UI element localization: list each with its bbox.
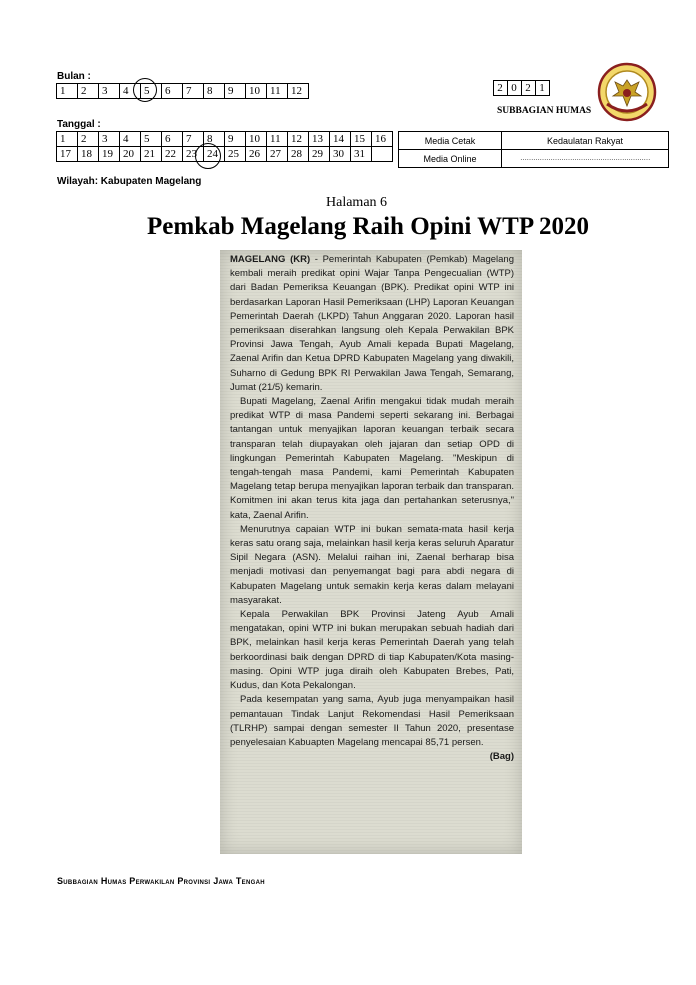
date-cell: 29 (309, 147, 330, 162)
article-paragraph-text: - Pemerintah Kabupaten (Pemkab) Magelang kembali meraih predikat opini Wajar Tanpa Pengecualian (WTP) dari Badan Pemeriksa Keuangan (BPK). Predikat opini WTP ini berdasarkan Laporan Hasil Pemeriksaan (LHP) Laporan Keuangan Pemerintah Daerah (LKPD) Tahun Anggaran 2020. Laporan hasil pemeriksaan diserahkan langsung oleh Kepala Perwakilan BPK Provinsi Jawa Tengah, Ayub Amali kepada Bupati Magelang, Zaenal Arifin dan Ketua DPRD Kabupaten Magelang yang diwakili, Suharno di Gedung BPK RI Perwakilan Jawa Tengah, Semarang, Jumat (21/5) kemarin. (230, 254, 514, 393)
article-clipping (220, 250, 522, 854)
article-paragraph (230, 693, 514, 763)
article-paragraph: Kepala Perwakilan BPK Provinsi Jateng Ayub Amali mengatakan, opini WTP ini bukan merupakan sebuah hadiah dari BPK, melainkan hasil kerja keras Pemerintah Daerah yang telah berkoordinasi baik dengan DPRD di tiap Kabupaten/Kota masing-masing. Opini WTP juga diraih oleh Kabupaten Brebes, Pati, Kudus, dan Kota Pekalongan. (230, 609, 514, 692)
date-cell (372, 147, 393, 162)
month-cell: 1 (57, 84, 78, 99)
media-table (398, 131, 669, 168)
date-cell: 11 (267, 132, 288, 147)
media-value: Kedaulatan Rakyat (502, 132, 669, 150)
date-cell: 30 (330, 147, 351, 162)
month-cell: 9 (225, 84, 246, 99)
year-digit: 2 (494, 81, 508, 96)
date-cell: 1 (57, 132, 78, 147)
month-cell: 10 (246, 84, 267, 99)
date-cell: 25 (225, 147, 246, 162)
month-cell: 6 (162, 84, 183, 99)
month-grid (56, 83, 309, 99)
bulan-label: Bulan : (57, 71, 91, 82)
article-body (220, 250, 522, 763)
date-cell: 2 (78, 132, 99, 147)
month-cell: 4 (120, 84, 141, 99)
month-cell: 12 (288, 84, 309, 99)
date-cell: 20 (120, 147, 141, 162)
date-cell: 3 (99, 132, 120, 147)
date-cell: 13 (309, 132, 330, 147)
article-paragraph-text: Pada kesempatan yang sama, Ayub juga menyampaikan hasil pemantauan Tindak Lanjut Rekomendasi Hasil Pemeriksaan (TLRHP) sampai dengan semester II Tahun 2020, presentase penyelesaian Kabuapten Magelang mencapai 85,71 persen. (230, 694, 514, 748)
date-cell: 9 (225, 132, 246, 147)
garuda-emblem-icon (597, 62, 657, 122)
date-cell: 16 (372, 132, 393, 147)
month-cell: 2 (78, 84, 99, 99)
date-cell: 28 (288, 147, 309, 162)
year-grid (493, 80, 550, 96)
year-digit: 2 (522, 81, 536, 96)
article-paragraph: Menurutnya capaian WTP ini bukan semata-mata hasil kerja keras satu orang saja, melainkan hasil kerja keras seluruh Aparatur Sipil Negara (ASN). Melalui raihan ini, Zaenal berharap bisa menjadi motivasi dan penyemangat bagi para abdi negara di Kabupaten Magelang untuk semakin kerja keras dalam melayani masyarakat. (230, 523, 514, 606)
year-digit: 1 (536, 81, 550, 96)
month-cell: 3 (99, 84, 120, 99)
date-cell: 18 (78, 147, 99, 162)
article-dateline: MAGELANG (KR) (230, 254, 311, 265)
date-cell: 17 (57, 147, 78, 162)
date-cell: 6 (162, 132, 183, 147)
footer-text: Subbagian Humas Perwakilan Provinsi Jawa Tengah (57, 876, 265, 886)
media-label: Media Online (399, 150, 502, 168)
date-cell: 12 (288, 132, 309, 147)
date-cell: 15 (351, 132, 372, 147)
month-cell: 7 (183, 84, 204, 99)
date-grid (56, 131, 393, 162)
date-cell: 5 (141, 132, 162, 147)
date-cell: 21 (141, 147, 162, 162)
year-digit: 0 (508, 81, 522, 96)
date-cell: 24 (204, 147, 225, 162)
date-cell: 8 (204, 132, 225, 147)
date-cell: 19 (99, 147, 120, 162)
media-value: …………………………………………………… (502, 150, 669, 168)
media-label: Media Cetak (399, 132, 502, 150)
article-headline: Pemkab Magelang Raih Opini WTP 2020 (147, 213, 589, 240)
article-paragraph: Bupati Magelang, Zaenal Arifin mengakui tidak mudah meraih predikat WTP di masa Pandemi seperti sekarang ini. Berbagai tantangan untuk menyajikan laporan keuangan terbaik secara transparan telah diupayakan oleh jajaran dan setiap OPD di lingkungan Pemerintah Kabupaten Magelang. "Meskipun di tengah-tengah masa Pandemi, kami Pemerintah Kabupaten Magelang tetap berupa menyajikan laporan terbaik dan transparan. Komitmen ini akan terus kita jaga dan pertahankan seterusnya," kata, Zaenal Arifin. (230, 396, 514, 521)
date-cell: 26 (246, 147, 267, 162)
date-cell: 14 (330, 132, 351, 147)
date-cell: 27 (267, 147, 288, 162)
date-cell: 22 (162, 147, 183, 162)
subbagian-label: SUBBAGIAN HUMAS (497, 106, 592, 116)
article-byline: (Bag) (489, 751, 514, 763)
month-cell: 8 (204, 84, 225, 99)
wilayah-label: Wilayah: Kabupaten Magelang (57, 176, 202, 187)
tanggal-label: Tanggal : (57, 119, 101, 130)
date-cell: 31 (351, 147, 372, 162)
month-cell: 5 (141, 84, 162, 99)
date-cell: 23 (183, 147, 204, 162)
month-cell: 11 (267, 84, 288, 99)
date-cell: 7 (183, 132, 204, 147)
article-paragraph (230, 253, 514, 395)
date-cell: 10 (246, 132, 267, 147)
date-cell: 4 (120, 132, 141, 147)
halaman-label: Halaman 6 (326, 195, 388, 210)
